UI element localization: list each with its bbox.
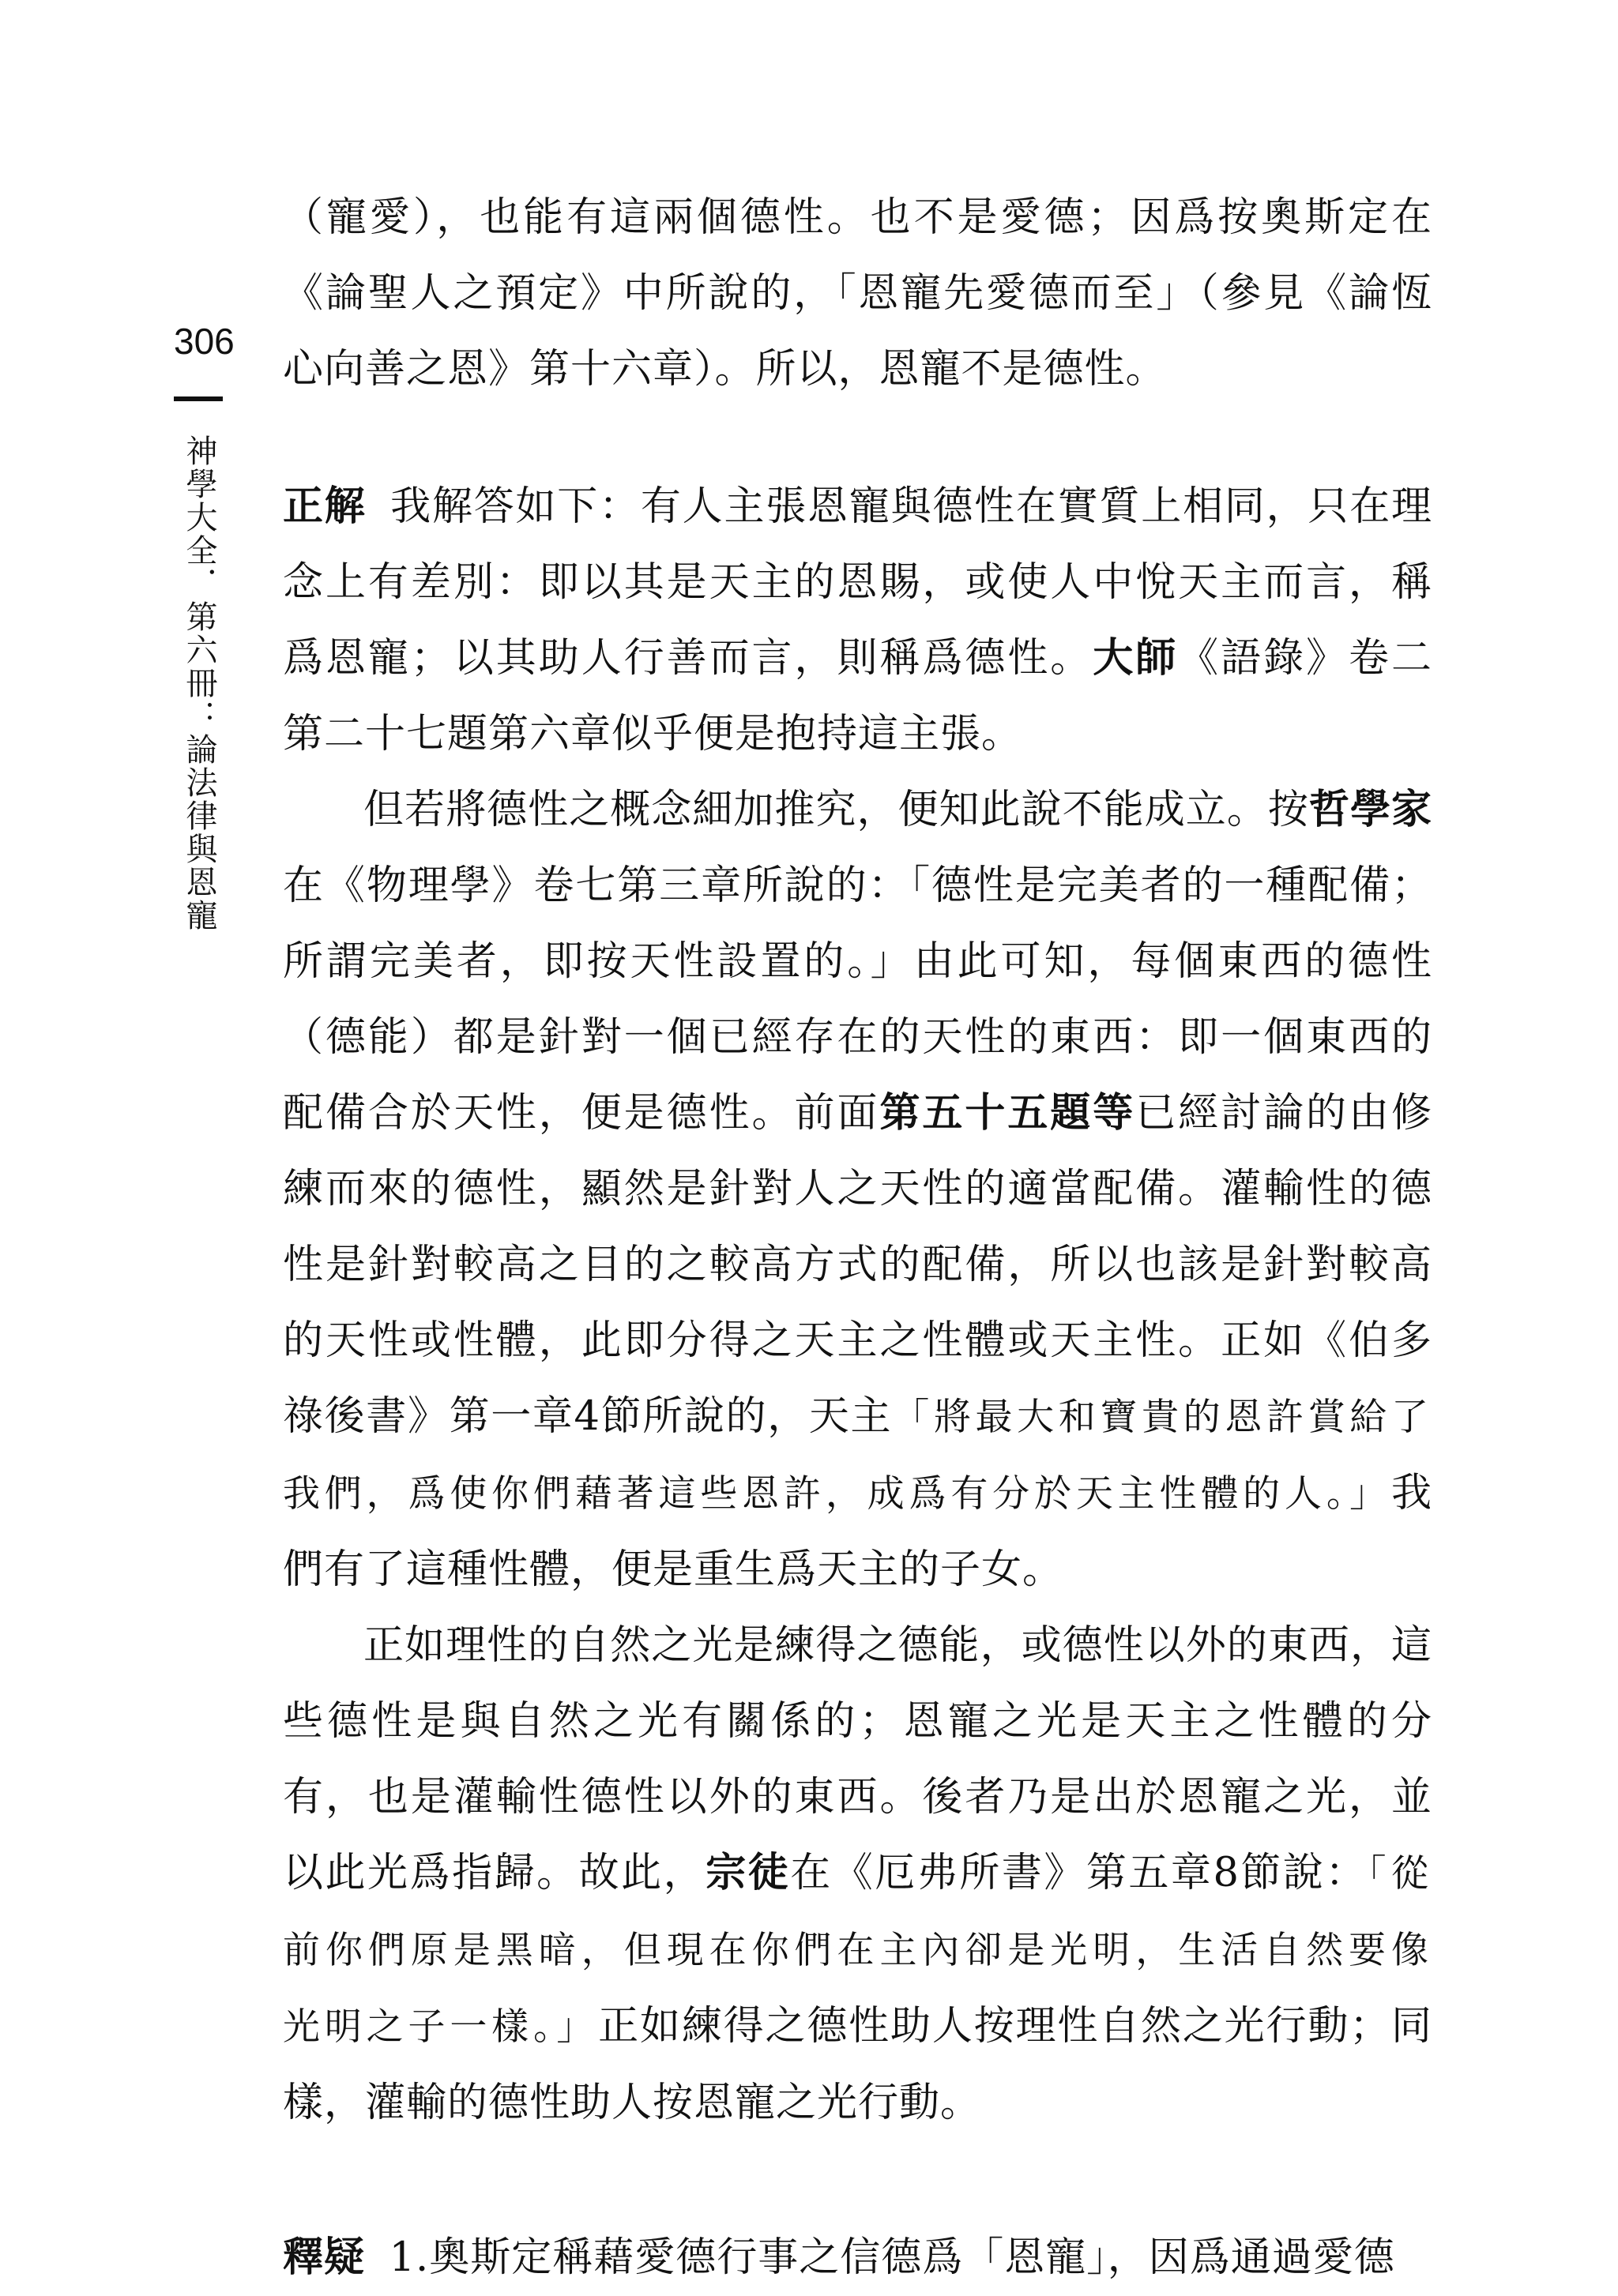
page-number: 306: [174, 321, 235, 362]
p3-bold-philosopher: 哲學家: [1308, 787, 1432, 833]
section-head-zhengjie: 正解: [283, 483, 367, 530]
p4-bold-apostle: 宗徒: [706, 1850, 791, 1896]
paragraph-replies: [283, 2220, 1432, 2296]
running-head: 神學大全．第六冊：論法律與恩寵: [181, 434, 217, 932]
paragraph-4: [283, 1608, 1432, 2141]
body-text: [283, 180, 1432, 2296]
paragraph-1: [283, 180, 1432, 408]
spacer: [283, 2141, 1432, 2220]
p5-text: 1.奧斯定稱藉愛德行事之信德爲「恩寵」，因爲通過愛德: [389, 2234, 1395, 2281]
section-head-shiyi: 釋疑: [283, 2234, 366, 2281]
p4-text-a: 正如理性的自然之光是練得之德能，或德性以外的東西，這些德性是與自然之光有關係的；恩寵之光是天主之性體的分有，也是灌輸性德性以外的東西。後者乃是出於恩寵之光，並以此光爲指歸。故此，: [283, 1622, 1432, 1896]
p3-text-a: 但若將德性之概念細加推究，便知此說不能成立。按: [363, 787, 1309, 833]
p4-scripture-quote: 「從前你們原是黑暗，但現在你們在主內卻是光明，生活自然要像光明之子一樣。」: [283, 1852, 1432, 2049]
p2-text-c: 《語錄》卷二第二十七題第六章似乎便是抱持這主張。: [283, 635, 1432, 757]
paragraph-3: [283, 772, 1432, 1608]
p2-bold-master: 大師: [1093, 635, 1179, 682]
p3-text-c: 在《物理學》卷七第三章所說的：「德性是完美者的一種配備；所謂完美者，即按天性設置的。」由此可知，每個東西的德性（德能）都是針對一個已經存在的天性的東西：即一個東西的配備合於天性，便是德性。前面: [283, 862, 1432, 1137]
p4-text-c: 在《厄弗所書》第五章8節說：: [790, 1850, 1368, 1896]
p1-text: （寵愛），也能有這兩個德性。也不是愛德；因爲按奧斯定在《論聖人之預定》中所說的，「恩寵先愛德而至」（參見《論恆心向善之恩》第十六章）。所以，恩寵不是德性。: [283, 194, 1432, 393]
spacer: [283, 408, 1432, 469]
p3-bold-question-ref: 第五十五題等: [879, 1090, 1136, 1137]
p3-text-e: 已經討論的由修練而來的德性，顯然是針對人之天性的適當配備。灌輸性的德性是針對較高之目的之較高方式的配備，所以也該是針對較高的天性或性體，此即分得之天主之性體或天主性。正如《伯多祿後書》第一章4節所說的，天主: [283, 1090, 1432, 1440]
paragraph-respondeo: [283, 469, 1432, 772]
p3-text-g: 我們有了這種性體，便是重生爲天主的子女。: [283, 1470, 1432, 1593]
page-number-rule: [174, 396, 223, 401]
p2-text-a: 我解答如下：有人主張恩寵與德性在實質上相同，只在理念上有差別：即以其是天主的恩賜，或使人中悅天主而言，稱爲恩寵；以其助人行善而言，則稱爲德性。: [283, 483, 1432, 682]
p4-text-e: 正如練得之德性助人按理性自然之光行動；同樣，灌輸的德性助人按恩寵之光行動。: [283, 2003, 1432, 2126]
p3-scripture-quote: 「將最大和寶貴的恩許賞給了我們，爲使你們藉著這些恩許，成爲有分於天主性體的人。」: [283, 1396, 1433, 1516]
